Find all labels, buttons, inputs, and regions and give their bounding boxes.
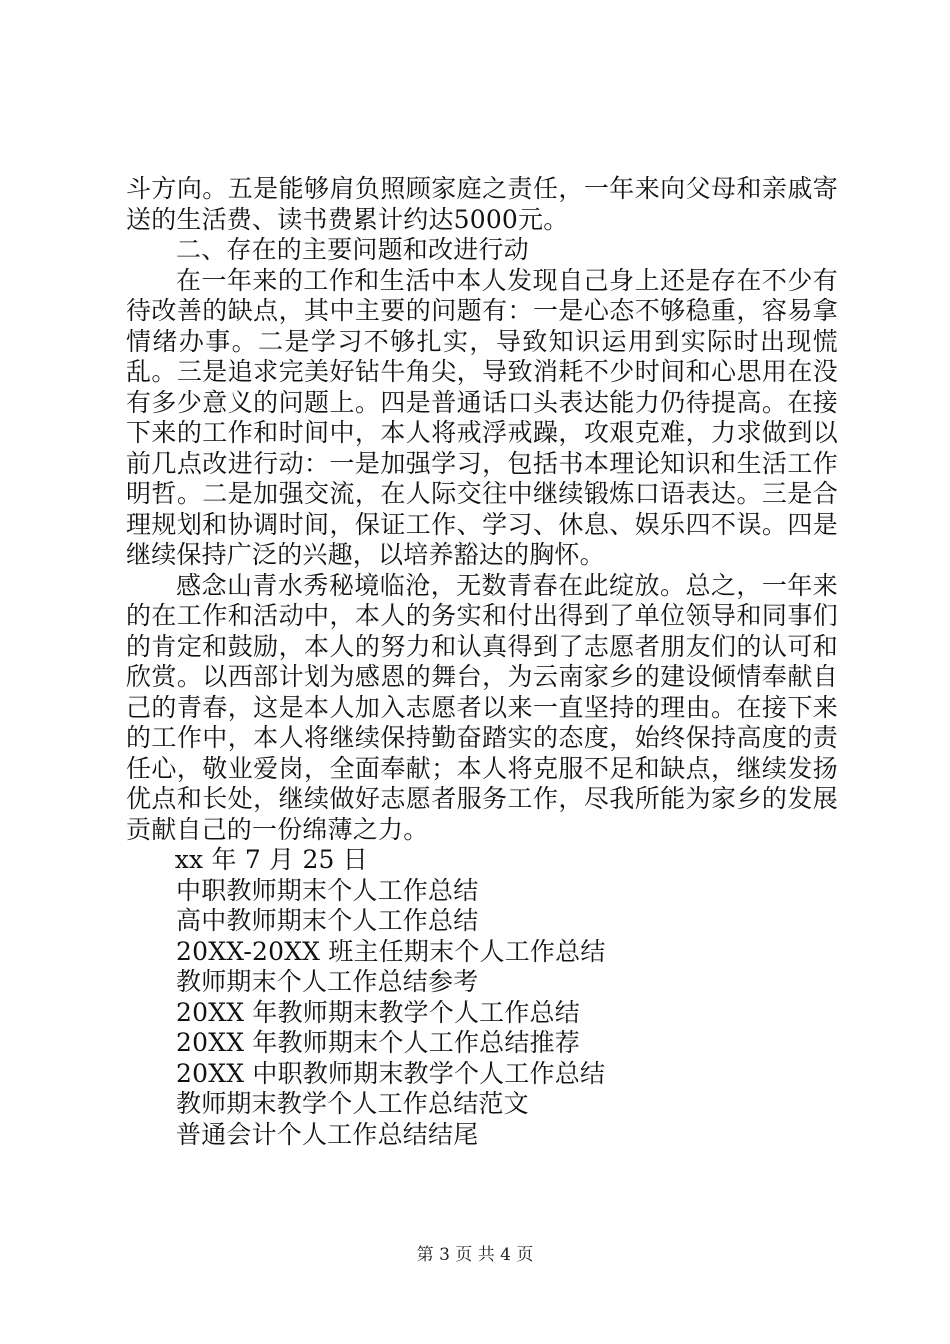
document-body [126,174,838,1150]
related-articles-list [126,876,838,1151]
conclusion-paragraph: 感念山青水秀秘境临沧，无数青春在此绽放。总之，一年来的在工作和活动中，本人的务实和付出得到了单位领导和同事们的肯定和鼓励，本人的努力和认真得到了志愿者朋友们的认可和欣赏。以西部计划为感恩的舞台，为云南家乡的建设倾情奉献自己的青春，这是本人加入志愿者以来一直坚持的理由。在接下来的工作中，本人将继续保持勤奋踏实的态度，始终保持高度的责任心，敬业爱岗，全面奉献；本人将克服不足和缺点，继续发扬优点和长处，继续做好志愿者服务工作，尽我所能为家乡的发展贡献自己的一份绵薄之力。 [126,570,838,844]
related-article-link[interactable]: 20XX 中职教师期末教学个人工作总结 [176,1058,606,1088]
related-article-link[interactable]: 教师期末个人工作总结参考 [176,967,479,996]
document-date: xx 年 7 月 25 日 [174,845,368,874]
continuation-paragraph: 斗方向。五是能够肩负照顾家庭之责任，一年来向父母和亲戚寄送的生活费、读书费累计约达5000元。 [126,174,838,234]
related-article-link[interactable]: 20XX 年教师期末教学个人工作总结 [176,997,580,1027]
page-footer [0,1244,950,1266]
problems-paragraph: 在一年来的工作和生活中本人发现自己身上还是存在不少有待改善的缺点，其中主要的问题有：一是心态不够稳重，容易拿情绪办事。二是学习不够扎实，导致知识运用到实际时出现慌乱。三是追求完美好钻牛角尖，导致消耗不少时间和心思用在没有多少意义的问题上。四是普通话口头表达能力仍待提高。在接下来的工作和时间中，本人将戒浮戒躁，攻艰克难，力求做到以前几点改进行动：一是加强学习，包括书本理论知识和生活工作明哲。二是加强交流，在人际交往中继续锻炼口语表达。三是合理规划和协调时间，保证工作、学习、休息、娱乐四不误。四是继续保持广泛的兴趣，以培养豁达的胸怀。 [126,265,838,569]
section-heading: 二、存在的主要问题和改进行动 [176,235,529,264]
related-article-link[interactable]: 中职教师期末个人工作总结 [176,875,479,905]
page-indicator: 第 3 页 共 4 页 [416,1245,534,1265]
related-article-link[interactable]: 教师期末教学个人工作总结范文 [176,1089,529,1118]
related-article-link[interactable]: 高中教师期末个人工作总结 [176,906,479,935]
related-article-link[interactable]: 20XX-20XX 班主任期末个人工作总结 [176,936,606,966]
related-article-link[interactable]: 普通会计个人工作总结结尾 [176,1119,479,1149]
related-article-link[interactable]: 20XX 年教师期末个人工作总结推荐 [176,1028,580,1057]
